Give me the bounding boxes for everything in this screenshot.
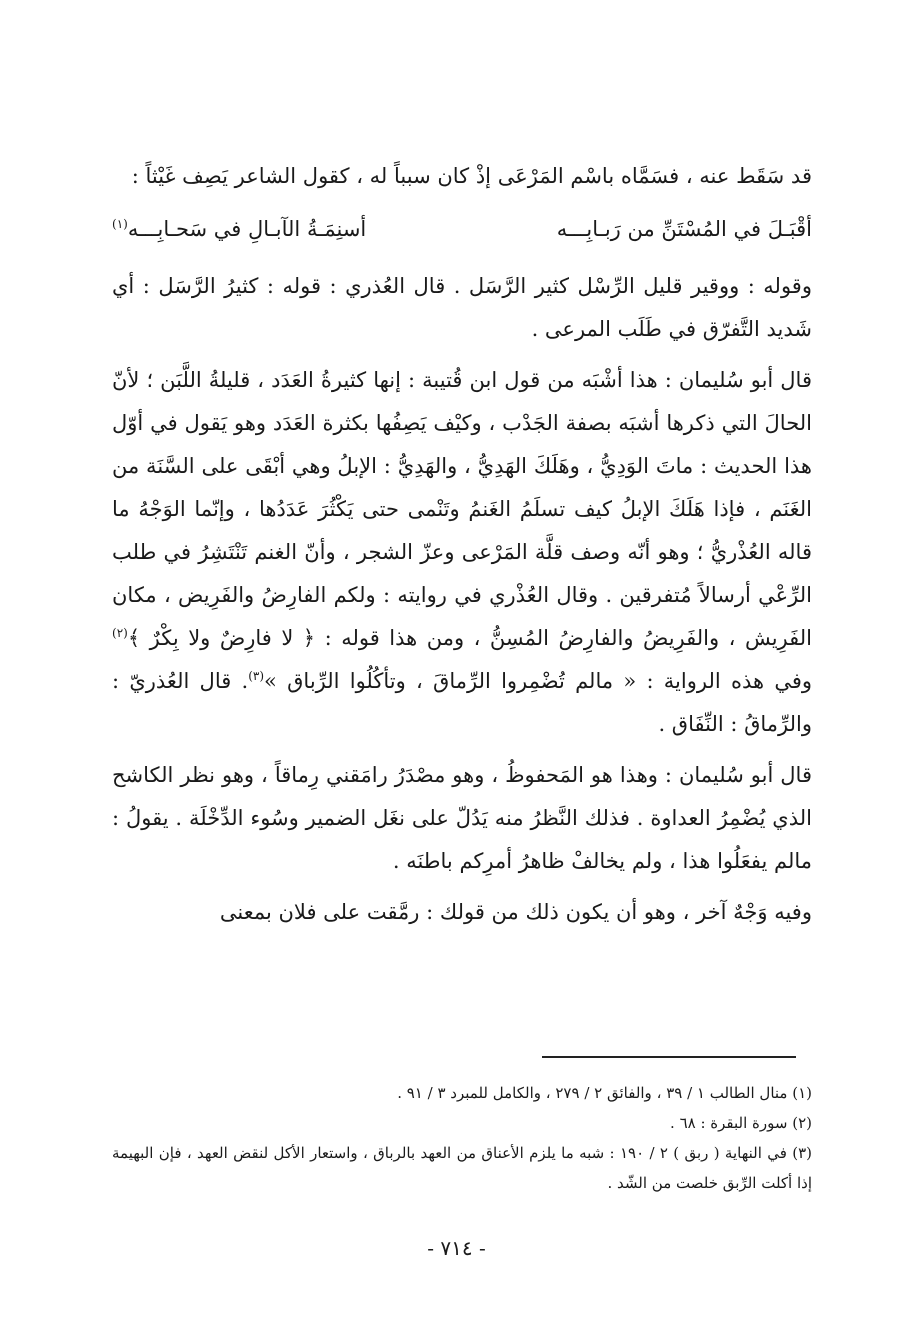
paragraph-5: وفيه وَجْهٌ آخر ، وهو أن يكون ذلك من قولك : رمَّقت على فلان بمعنى <box>219 900 812 924</box>
verse-line <box>112 208 812 251</box>
footnotes-block <box>112 1078 812 1198</box>
verse-first-hemistich <box>557 208 812 251</box>
paragraph-2: وقوله : ووقير قليل الرِّسْل كثير الرَّسَل . قال العُذري : قوله : كثيرُ الرَّسَل : أي شَديد التَّفرّق في طَلَب المرعى . <box>112 274 812 341</box>
page-number: - ٧١٤ - <box>427 1236 486 1260</box>
footnote-ref-2: (٢) <box>112 626 128 640</box>
footnote-ref-3: (٣) <box>248 669 265 683</box>
verse-second-text: أسنِمَـةُ الآبـالِ في سَحـابِـــه <box>127 217 367 241</box>
paragraph-3-part-b: وفي هذه الرواية : « مالم تُضْمِروا الرِّماقَ ، وتأكُلُوا الرِّباق » <box>264 669 812 693</box>
verse-second-hemistich <box>112 208 366 251</box>
paragraph-3 <box>112 359 812 746</box>
paragraph-1: قد سَقَط عنه ، فسَمَّاه باسْم المَرْعَى إذْ كان سبباً له ، كقول الشاعر يَصِف غَيْثاً : <box>131 164 812 188</box>
footnote-2: (٢) سورة البقرة : ٦٨ . <box>670 1114 812 1132</box>
footnote-separator <box>542 1056 796 1058</box>
main-text-block <box>112 155 812 934</box>
footnote-ref-1: (١) <box>112 217 128 231</box>
footnote-3: (٣) في النهاية ( ربق ) ٢ / ١٩٠ : شبه ما يلزم الأعناق من العهد بالرباق ، واستعار الأكل لنقض العهد ، فإن البهيمة إذا أكلت الرِّبق خلصت من الشّد . <box>112 1144 812 1192</box>
footnote-1: (١) منال الطالب ١ / ٣٩ ، والفائق ٢ / ٢٧٩ ، والكامل للمبرد ٣ / ٩١ . <box>397 1084 812 1102</box>
paragraph-4: قال أبو سُليمان : وهذا هو المَحفوظُ ، وهو مصْدَرُ رامَقني رِماقاً ، وهو نظر الكاشح الذي يُضْمِرُ العداوة . فذلك النَّظرُ منه يَدُلّ على نغَل الضمير وسُوء الدِّخْلَة . يقولُ : مالم يفعَلُوا هذا ، ولم يخالفْ ظاهرُ أمرِكم باطنَه . <box>112 763 812 873</box>
verse-first-text: أقْبَـلَ في المُسْتَنِّ من رَبـابِـــه <box>556 217 812 241</box>
paragraph-3-part-c: . قال العُذريّ : والرِّماقُ : النِّفَاق . <box>112 669 812 736</box>
paragraph-3-part-a: قال أبو سُليمان : هذا أشْبَه من قول ابن قُتيبة : إنها كثيرةُ العَدَد ، قليلةُ اللَّبَن ؛ لأنّ الحالَ التي ذكرها أشبَه بصفة الجَدْب ، وكيْف يَصِفُها بكثرة العَدَد وهو يَقول في أوّل هذا الحديث : ماتَ الوَدِيُّ ، وهَلَكَ الهَدِيُّ ، والهَدِيُّ : الإبلُ وهي أبْقَى على السَّنَة من الغَنَم ، فإذا هَلَكَ الإبلُ كيف تسلَمُ الغَنمُ وتَنْمى حتى يَكْثُرَ عَدَدُها ، وإنّما الوَجْهُ ما قاله العُذْريُّ ؛ وهو أنّه وصف قلَّة المَرْعى وعزّ الشجر ، وأنّ الغنم تَنْتَشِرُ في طلب الرِّعْي أرسالاً مُتفرقين . وقال العُذْري في روايته : ولكم الفارِضُ والفَرِيض ، مكان الفَرِيش ، والفَرِيضُ والفارِضُ المُسِنُّ ، ومن هذا قوله : ﴿ لا فارِضٌ ولا بِكْرٌ ﴾ <box>112 368 812 650</box>
